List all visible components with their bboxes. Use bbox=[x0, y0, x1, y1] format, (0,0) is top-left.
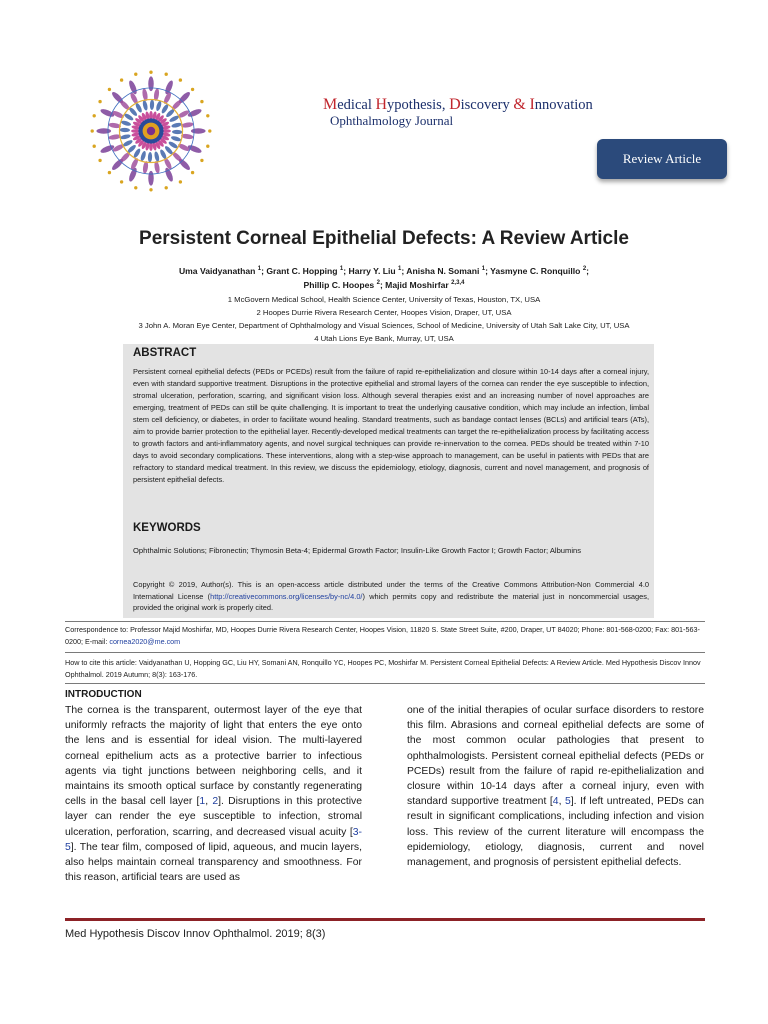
correspondence bbox=[65, 624, 705, 647]
body-text: The cornea is the transparent, outermost layer of the eye that uniformly refracts the majority of light that enters the eye onto the lens and is essential for ideal vision. The multi-layered corneal epithelium acts as a protective barrier to infectious agents via tight junctions between neighboring cells, and it maintains its smooth optical surface by constantly regenerating cells in the basal cell layer [ bbox=[65, 705, 362, 808]
introduction-heading: INTRODUCTION bbox=[65, 689, 142, 700]
body-text: one of the initial therapies of ocular surface disorders to restore this film. Abrasions and corneal epithelial defects are some of the most common ocular pathologies that present to ophthalmologists. Persistent corneal epithelial defects (PEDs or PCEDs) result from the failure of rapid re-epithelialization and closure within 10-14 days after a corneal injury, even with standard supportive treatment [ bbox=[407, 705, 704, 808]
author-list-line-1: Uma Vaidyanathan $^1$; Grant C. Hopping $^1$; Harry Y. Liu $^1$; Anisha N. Somani $^1$; Yasmyne C. Ronquillo $^2$; bbox=[178, 266, 590, 276]
body-text: , bbox=[205, 796, 213, 808]
journal-logo-mandala bbox=[88, 68, 214, 194]
citation-link[interactable]: 5 bbox=[565, 796, 571, 808]
affiliation-1: 1 McGovern Medical School, Health Science Center, University of Texas, Houston, TX, USA bbox=[227, 295, 541, 304]
journal-name-part: nnovation bbox=[534, 97, 593, 113]
body-text: ]. The tear film, composed of lipid, aqueous, and mucin layers, also helps maintain corneal transparency and smoothness. For this reason, artificial tears are used as bbox=[65, 841, 362, 884]
footer-citation: Med Hypothesis Discov Innov Ophthalmol. 2019; 8(3) bbox=[65, 928, 326, 940]
citation-link[interactable]: 1 bbox=[199, 796, 206, 808]
journal-name bbox=[323, 96, 593, 114]
journal-name-cap: I bbox=[529, 96, 535, 113]
affiliation-2: 2 Hoopes Durrie Rivera Research Center, Hoopes Vision, Draper, UT, USA bbox=[256, 308, 512, 317]
abstract-heading: ABSTRACT bbox=[133, 347, 197, 359]
divider bbox=[65, 652, 705, 653]
license-link[interactable]: http://creativecommons.org/licenses/by-nc/4.0/ bbox=[210, 591, 363, 601]
journal-name-part: edical bbox=[337, 97, 376, 113]
journal-name-cap: M bbox=[323, 96, 338, 113]
affiliation-4: 4 Utah Lions Eye Bank, Murray, UT, USA bbox=[314, 334, 454, 343]
correspondence-email-link[interactable]: cornea2020@me.com bbox=[109, 636, 181, 646]
article-title: Persistent Corneal Epithelial Defects: A Review Article bbox=[139, 228, 629, 249]
body-column-left bbox=[65, 703, 362, 885]
keywords-text: Ophthalmic Solutions; Fibronectin; Thymosin Beta-4; Epidermal Growth Factor; Insulin-Like Growth Factor I; Growth Factor; Albumins bbox=[133, 546, 582, 555]
divider bbox=[65, 621, 705, 622]
correspondence-text: Correspondence to: Professor Majid Moshirfar, MD, Hoopes Durrie Rivera Research Center, Hoopes Vision, 11820 S. State Street Suite, #200, Draper, UT 84020; Phone: 801-568-0200; Fax: 801-563-0200; E-mail: bbox=[65, 625, 700, 646]
footer-rule bbox=[65, 918, 705, 921]
abstract-text: Persistent corneal epithelial defects (PEDs or PCEDs) result from the failure of rapid re-epithelialization and closure within 10-14 days after a corneal injury, even with standard supportive treatment. Disruptions in the protective epithelial and stromal layers of the cornea can render the eye susceptible to infection, stromal ulceration, perforation, scarring, and significant vision loss. Although several therapies exist and an increasing number of novel approaches are emerging, treatment of PEDs can still be quite challenging. It is important to treat the underlying causative condition, which may include an infection, limbal stem cell deficiency, or diabetes, in order to facilitate wound healing. Standard treatments, such as bandage contact lenses (BCLs) and artificial tears (ATs), aim to provide barrier protection to the epithelial layer. Recently-developed medical treatments can target the re-epithelialization process by facilitating access to growth factors and anti-inflammatory agents, and novel surgical techniques can provide re-innervation to the cornea. PEDs should be treated within 7-10 days to avoid secondary complications. These interventions, along with a step-wise approach to management, can be useful in patients with PEDs that are refractory to standard medical treatment. In this review, we discuss the epidemiology, etiology, diagnosis, current and novel management, and prognosis of persistent epithelial defects. bbox=[133, 367, 649, 484]
article-type-badge: Review Article bbox=[597, 139, 727, 179]
journal-subtitle: Ophthalmology Journal bbox=[330, 113, 454, 128]
journal-name-part: ypothesis, bbox=[387, 97, 450, 113]
body-text: ]. Disruptions in this protective layer can render the eye susceptible to infection, stromal ulceration, perforation, scarring, and decreased visual acuity [ bbox=[65, 796, 362, 838]
citation-note: How to cite this article: Vaidyanathan U, Hopping GC, Liu HY, Somani AN, Ronquillo YC, Hoopes PC, Moshirfar M. Persistent Corneal Epithelial Defects: A Review Article. Med Hypothesis Discov Innov Ophthalmol. 2019 Autumn; 8(3): 163-176. bbox=[65, 658, 701, 679]
affiliation-3: 3 John A. Moran Eye Center, Department of Ophthalmology and Visual Sciences, School of Medicine, University of Utah Salt Lake City, UT, USA bbox=[138, 321, 630, 330]
citation-link[interactable]: 2 bbox=[212, 796, 219, 808]
body-text: ]. If left untreated, PEDs can result in significant complications, including infection and vision loss. This review of the current literature will encompass the epidemiology, etiology, diagnosis, current and novel management, and prognosis of persistent epithelial defects. bbox=[407, 796, 704, 869]
body-text: , bbox=[558, 796, 565, 808]
citation-link[interactable]: 4 bbox=[552, 796, 559, 808]
author-list-line-2: Phillip C. Hoopes $^2$; Majid Moshirfar $^{2,3,4}$ bbox=[303, 280, 465, 290]
journal-name-cap: D bbox=[449, 96, 461, 113]
body-column-right bbox=[407, 703, 704, 870]
journal-name-cap: H bbox=[375, 96, 388, 113]
keywords-heading: KEYWORDS bbox=[133, 522, 201, 534]
divider bbox=[65, 683, 705, 684]
copyright-notice bbox=[133, 579, 649, 614]
journal-name-cap: & bbox=[513, 96, 526, 113]
copyright-pre: Copyright © 2019, Author(s). This is an open-access article distributed under the terms of the Creative Commons Attribution-Non Commercial 4.0 International License ( bbox=[133, 580, 649, 601]
copyright-post: ) which permits copy and redistribute the material just in noncommercial usages, provided the original work is properly cited. bbox=[133, 591, 649, 612]
citation-link[interactable]: 3-5 bbox=[65, 826, 362, 853]
journal-name-part: iscovery bbox=[460, 97, 514, 113]
